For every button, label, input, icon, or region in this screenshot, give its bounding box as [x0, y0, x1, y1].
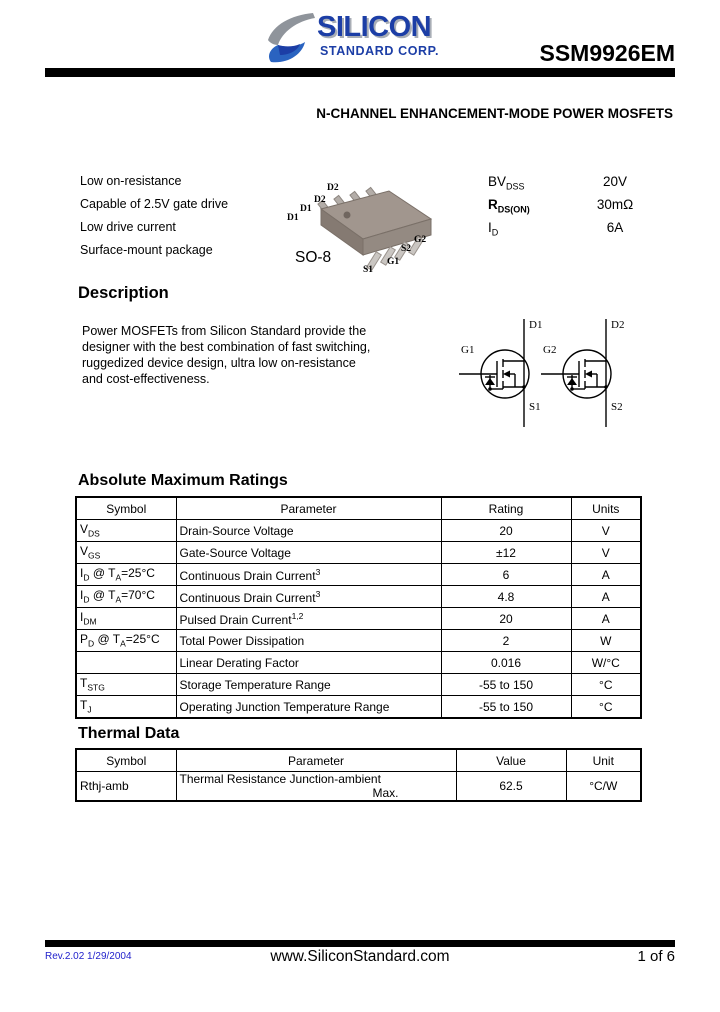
spec-row [488, 170, 678, 193]
pin-label-g1: G1 [387, 257, 400, 267]
table-row: $T_{STG}$ Storage Temperature Range -55 to 150 °C [76, 674, 641, 696]
spec-value: 30mΩ [596, 197, 634, 212]
spec-row [488, 193, 678, 216]
feature-item: Capable of 2.5V gate drive [80, 197, 229, 211]
table-row: $T_J$ Operating Junction Temperature Range -55 to 150 °C [76, 696, 641, 719]
thermal-table [75, 748, 642, 802]
gate-label: G1 [461, 344, 475, 356]
silicon-logo-swoosh-icon [265, 12, 317, 64]
key-specs [488, 170, 678, 239]
part-number: SSM9926EM [539, 40, 675, 66]
pin-label-s1: S1 [363, 265, 374, 275]
pin-label-d2b: D2 [314, 195, 326, 205]
pin-label-d2a: D2 [327, 183, 339, 193]
column-header: Value [456, 749, 566, 772]
package-name: SO-8 [295, 249, 332, 266]
description-text: Power MOSFETs from Silicon Standard provide the designer with the best combination of fast switching, ruggedized device design, ultra low on-resistance and cost-effectiveness. [82, 324, 371, 386]
footer-rule [45, 940, 675, 947]
table-row: Linear Derating Factor 0.016 W/°C [76, 652, 641, 674]
thermal-heading: Thermal Data [78, 725, 180, 742]
table-row: $I_D$ @ $T_A=25^\circ C$ Continuous Drain Current$^3$ 6 A [76, 564, 641, 586]
pin-label-g2: G2 [414, 235, 427, 245]
mosfet-symbol-2 [539, 317, 631, 429]
logo-company-name: SILICON [317, 11, 432, 43]
feature-item: Low drive current [80, 220, 176, 234]
source-label: S1 [529, 401, 541, 413]
table-row: Rthj-amb Thermal Resistance Junction-ambient Max. 62.5 °C/W [76, 772, 641, 802]
silicon-logo [265, 11, 455, 65]
pin-label-d1a: D1 [300, 204, 312, 214]
pin-label-s2: S2 [401, 244, 412, 254]
spec-symbol: $BV_{DSS}$ [488, 174, 525, 192]
footer-revision: Rev.2.02 1/29/2004 [45, 951, 132, 962]
logo-company-subname: STANDARD CORP. [320, 44, 440, 58]
header-rule [45, 68, 675, 77]
mosfet-symbol-1 [457, 317, 549, 429]
gate-label: G2 [543, 344, 557, 356]
column-header: Parameter [176, 749, 456, 772]
column-header: Units [571, 497, 641, 520]
feature-item: Surface-mount package [80, 243, 213, 257]
column-header: Symbol [76, 497, 176, 520]
page-subtitle: N-CHANNEL ENHANCEMENT-MODE POWER MOSFETS [316, 106, 673, 121]
table-row: $I_{DM}$ Pulsed Drain Current$^{1,2}$ 20 A [76, 608, 641, 630]
package-diagram [281, 181, 451, 286]
spec-value: 6A [606, 220, 624, 235]
table-row: $P_D$ @ $T_A=25^\circ C$ Total Power Dissipation 2 W [76, 630, 641, 652]
feature-item: Low on-resistance [80, 174, 182, 188]
column-header: Unit [566, 749, 641, 772]
description-heading: Description [78, 284, 169, 302]
table-row: $V_{GS}$ Gate-Source Voltage ±12 V [76, 542, 641, 564]
column-header: Rating [441, 497, 571, 520]
absmax-table [75, 496, 642, 719]
param-qualifier: Max. [372, 786, 399, 800]
drain-label: D1 [529, 319, 543, 331]
spec-symbol: $R_{DS(ON)}$ [488, 197, 530, 215]
footer-page-number: 1 of 6 [637, 948, 675, 965]
spec-row [488, 216, 678, 239]
absmax-heading: Absolute Maximum Ratings [78, 472, 288, 489]
table-row: $I_D$ @ $T_A=70^\circ C$ Continuous Drain Current$^3$ 4.8 A [76, 586, 641, 608]
pin-label-d1b: D1 [287, 213, 299, 223]
footer-url: www.SiliconStandard.com [270, 948, 450, 965]
spec-symbol: $I_D$ [488, 220, 499, 238]
table-row: $V_{DS}$ Drain-Source Voltage 20 V [76, 520, 641, 542]
column-header: Parameter [176, 497, 441, 520]
source-label: S2 [611, 401, 623, 413]
spec-value: 20V [602, 174, 628, 189]
pin1-indicator [344, 212, 351, 219]
column-header: Symbol [76, 749, 176, 772]
drain-label: D2 [611, 319, 625, 331]
